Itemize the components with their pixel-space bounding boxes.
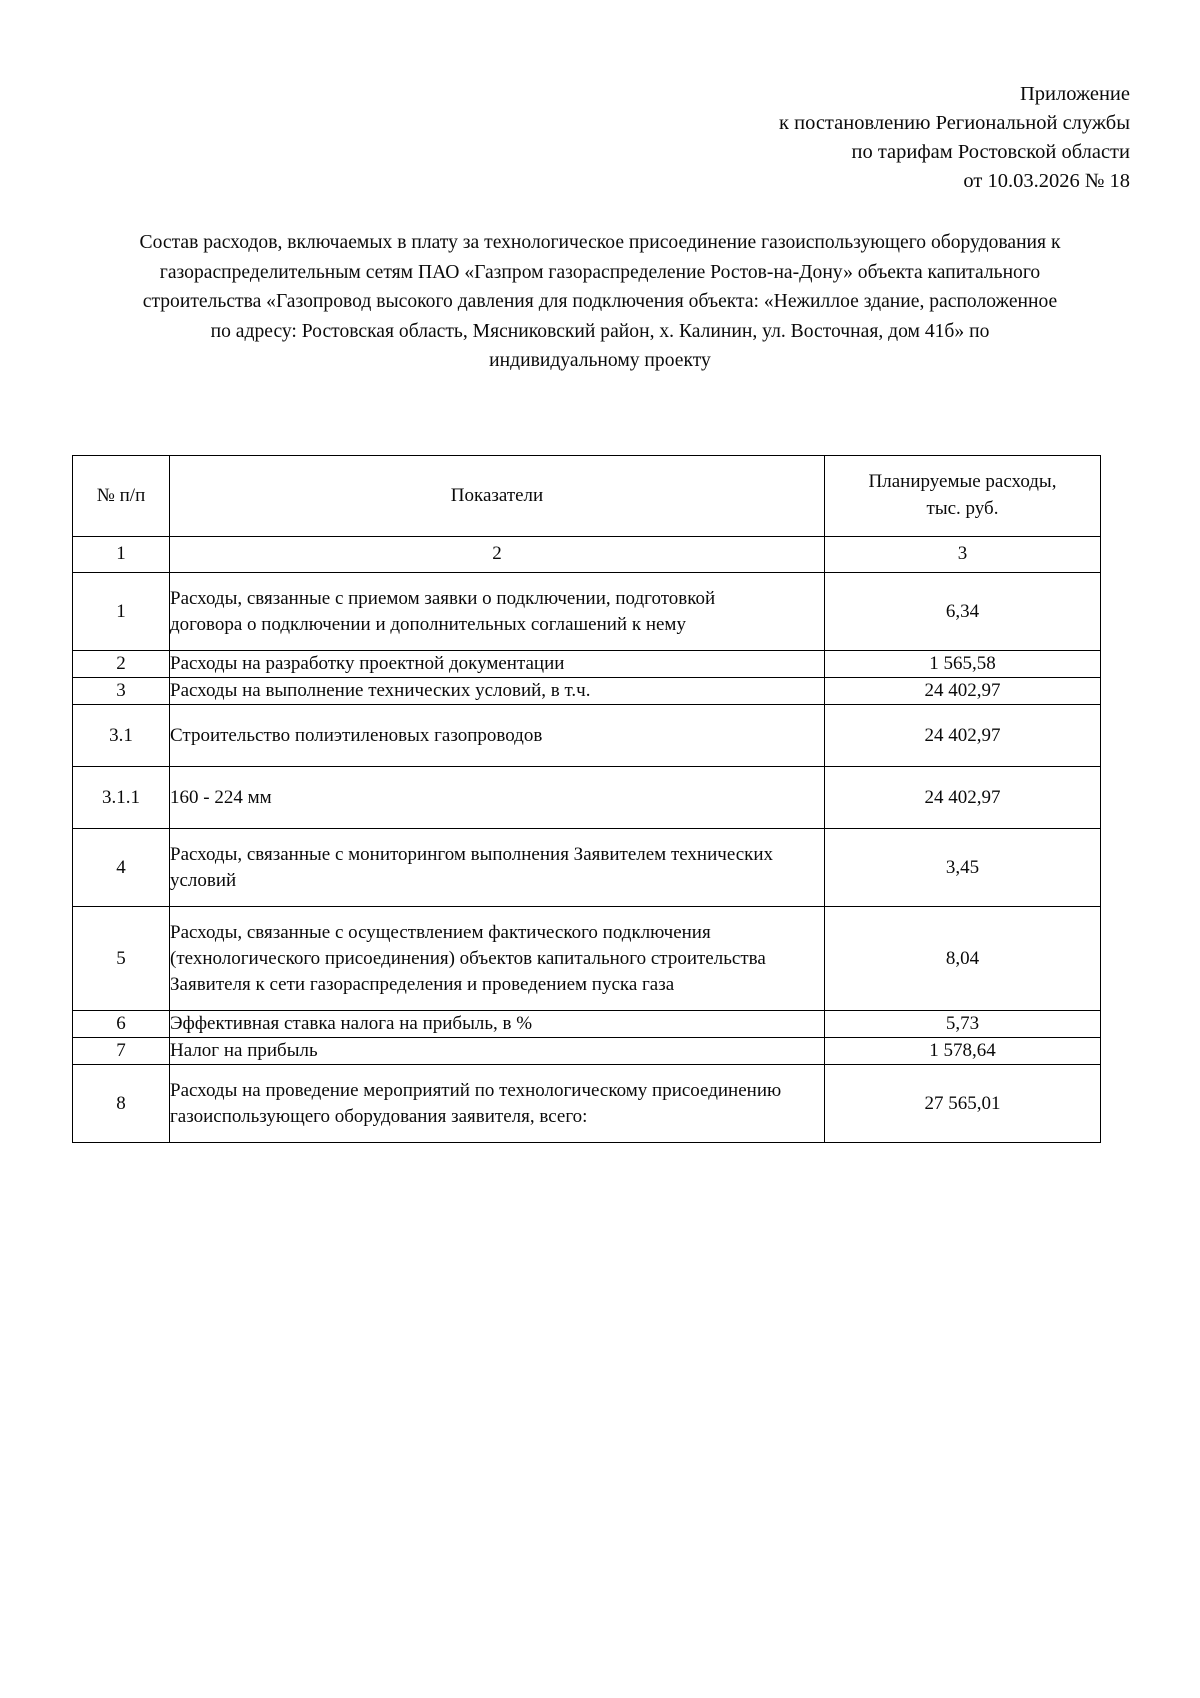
header-cell-number: № п/п — [73, 456, 170, 537]
row-value: 1 565,58 — [825, 651, 1101, 678]
table-row — [73, 651, 1101, 678]
table-row — [73, 573, 1101, 651]
table-row — [73, 1011, 1101, 1038]
row-number: 1 — [73, 573, 170, 651]
header-planned-costs-line2: тыс. руб. — [926, 498, 999, 519]
title-line-1: Состав расходов, включаемых в плату за технологическое присоединение газоиспользующего оборудования к — [139, 232, 1061, 253]
colnum-cell-2: 2 — [170, 537, 825, 573]
row-label: Налог на прибыль — [170, 1038, 825, 1065]
table-row — [73, 1065, 1101, 1143]
row-number: 3 — [73, 678, 170, 705]
table-row — [73, 1038, 1101, 1065]
table-column-number-row — [73, 537, 1101, 573]
row-label: Расходы на разработку проектной документации — [170, 651, 825, 678]
row-label-line2: газоиспользующего оборудования заявителя, всего: — [170, 1105, 588, 1127]
header-planned-costs-line1: Планируемые расходы, — [868, 471, 1057, 492]
table-row — [73, 829, 1101, 907]
row-label: Строительство полиэтиленовых газопроводов — [170, 705, 825, 767]
header-line-date-number: от 10.03.2026 № 18 — [963, 170, 1130, 192]
row-number: 7 — [73, 1038, 170, 1065]
title-line-2: газораспределительным сетям ПАО «Газпром газораспределение Ростов-на-Дону» объекта капитального — [159, 261, 1041, 283]
table-row — [73, 705, 1101, 767]
row-number: 3.1 — [73, 705, 170, 767]
title-line-3: строительства «Газопровод высокого давления для подключения объекта: «Нежиллое здание, расположенное — [142, 291, 1058, 312]
row-label-line2: условий — [170, 869, 237, 891]
header-cell-indicator: Показатели — [170, 456, 825, 537]
row-value: 24 402,97 — [825, 767, 1101, 829]
colnum-cell-1: 1 — [73, 537, 170, 573]
row-label-line3: Заявителя к сети газораспределения и проведением пуска газа — [170, 973, 675, 995]
row-label-line2: договора о подключении и дополнительных соглашений к нему — [170, 613, 686, 635]
row-label: 160 - 224 мм — [170, 767, 825, 829]
row-value: 8,04 — [825, 907, 1101, 1011]
row-value: 5,73 — [825, 1011, 1101, 1038]
row-value: 24 402,97 — [825, 705, 1101, 767]
row-value: 24 402,97 — [825, 678, 1101, 705]
title-line-4: по адресу: Ростовская область, Мясниковский район, х. Калинин, ул. Восточная, дом 41б» по — [210, 320, 990, 342]
row-number: 2 — [73, 651, 170, 678]
cost-table-container — [72, 455, 1100, 1143]
row-label-line1: Расходы, связанные с приемом заявки о подключении, подготовкой — [170, 587, 716, 609]
row-label — [170, 1065, 825, 1143]
table-header-row — [73, 456, 1101, 537]
row-label: Эффективная ставка налога на прибыль, в % — [170, 1011, 825, 1038]
row-label-line1: Расходы, связанные с осуществлением фактического подключения — [170, 921, 711, 943]
header-line-region: по тарифам Ростовской области — [851, 141, 1130, 163]
table-row — [73, 678, 1101, 705]
title-line-5: индивидуальному проекту — [489, 350, 711, 371]
row-label — [170, 829, 825, 907]
colnum-cell-3: 3 — [825, 537, 1101, 573]
row-number: 4 — [73, 829, 170, 907]
row-number: 8 — [73, 1065, 170, 1143]
row-number: 6 — [73, 1011, 170, 1038]
row-label-line1: Расходы, связанные с мониторингом выполнения Заявителем технических — [170, 843, 774, 865]
row-label: Расходы на выполнение технических условий, в т.ч. — [170, 678, 825, 705]
header-line-authority: к постановлению Региональной службы — [779, 112, 1130, 134]
document-header — [610, 80, 1130, 196]
row-value: 27 565,01 — [825, 1065, 1101, 1143]
header-cell-planned-costs — [825, 456, 1101, 537]
header-line-appendix: Приложение — [1019, 83, 1130, 105]
table-row — [73, 767, 1101, 829]
row-number: 3.1.1 — [73, 767, 170, 829]
row-value: 3,45 — [825, 829, 1101, 907]
page-title — [78, 228, 1122, 376]
row-label-line2: (технологического присоединения) объектов капитального строительства — [170, 947, 766, 969]
row-value: 1 578,64 — [825, 1038, 1101, 1065]
cost-table — [72, 455, 1101, 1143]
row-label — [170, 907, 825, 1011]
row-label — [170, 573, 825, 651]
row-number: 5 — [73, 907, 170, 1011]
row-value: 6,34 — [825, 573, 1101, 651]
table-row — [73, 907, 1101, 1011]
row-label-line1: Расходы на проведение мероприятий по технологическому присоединению — [170, 1079, 782, 1101]
